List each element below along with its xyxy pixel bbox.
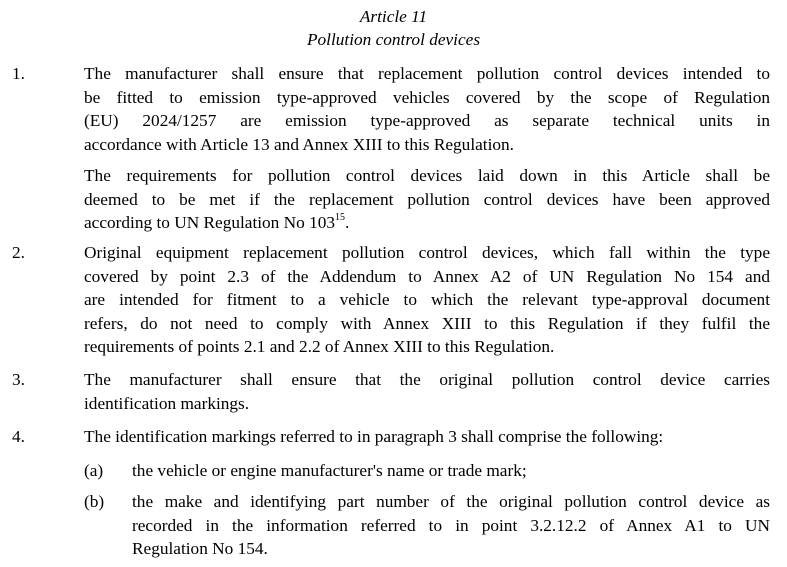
paragraph-line: Original equipment replacement pollution control devices, which fall within the type	[84, 243, 770, 262]
paragraph-line: requirements of points 2.1 and 2.2 of Annex XIII to this Regulation.	[84, 337, 555, 356]
subitem-line: Regulation No 154.	[132, 539, 268, 558]
paragraph	[84, 164, 770, 235]
paragraph-line: The manufacturer shall ensure that replacement pollution control devices intended to	[84, 64, 770, 83]
paragraph-line: refers, do not need to comply with Annex XIII to this Regulation if they fulfil the	[84, 313, 770, 333]
item-number: 4.	[12, 427, 25, 446]
paragraph	[84, 425, 770, 449]
subitem-label: (b)	[84, 492, 105, 511]
paragraph-line: The identification markings referred to in paragraph 3 shall comprise the following:	[84, 427, 664, 446]
paragraph	[84, 241, 770, 359]
article-title: Pollution control devices	[306, 30, 481, 49]
paragraph-line: (EU) 2024/1257 are emission type-approved as separate technical units in	[84, 111, 770, 130]
subitem-text	[132, 490, 770, 561]
paragraph-line: deemed to be met if the replacement pollution control devices have been approved	[84, 189, 770, 209]
subitem-line: recorded in the information referred to in point 3.2.12.2 of Annex A1 to UN	[132, 515, 770, 535]
paragraph-line: according to UN Regulation No 103	[84, 213, 336, 232]
paragraph	[84, 368, 770, 415]
sentence-end: .	[345, 213, 350, 232]
paragraph-line: are intended for fitment to a vehicle to which the relevant type-approval document	[84, 290, 770, 309]
paragraph-line: identification markings.	[84, 393, 250, 413]
item-number: 1.	[12, 64, 25, 83]
paragraph-line-with-footnote	[84, 211, 770, 235]
paragraph	[84, 62, 770, 156]
subitem-text	[132, 459, 770, 483]
paragraph-line: covered by point 2.3 of the Addendum to Annex A2 of UN Regulation No 154 and	[84, 266, 770, 286]
paragraph-line: The requirements for pollution control devices laid down in this Article shall be	[84, 166, 770, 185]
item-number: 2.	[12, 243, 25, 262]
paragraph-line: be fitted to emission type-approved vehicles covered by the scope of Regulation	[84, 87, 770, 107]
subitem-line: the make and identifying part number of the original pollution control device as	[132, 492, 770, 511]
footnote-reference[interactable]: 15	[335, 212, 346, 224]
article-number: Article 11	[359, 7, 428, 26]
subitem-label: (a)	[84, 461, 104, 480]
paragraph-line: The manufacturer shall ensure that the original pollution control device carries	[84, 370, 770, 389]
paragraph-line: accordance with Article 13 and Annex XIII to this Regulation.	[84, 134, 514, 154]
item-number: 3.	[12, 370, 25, 389]
subitem-line: the vehicle or engine manufacturer's name or trade mark;	[132, 461, 527, 480]
